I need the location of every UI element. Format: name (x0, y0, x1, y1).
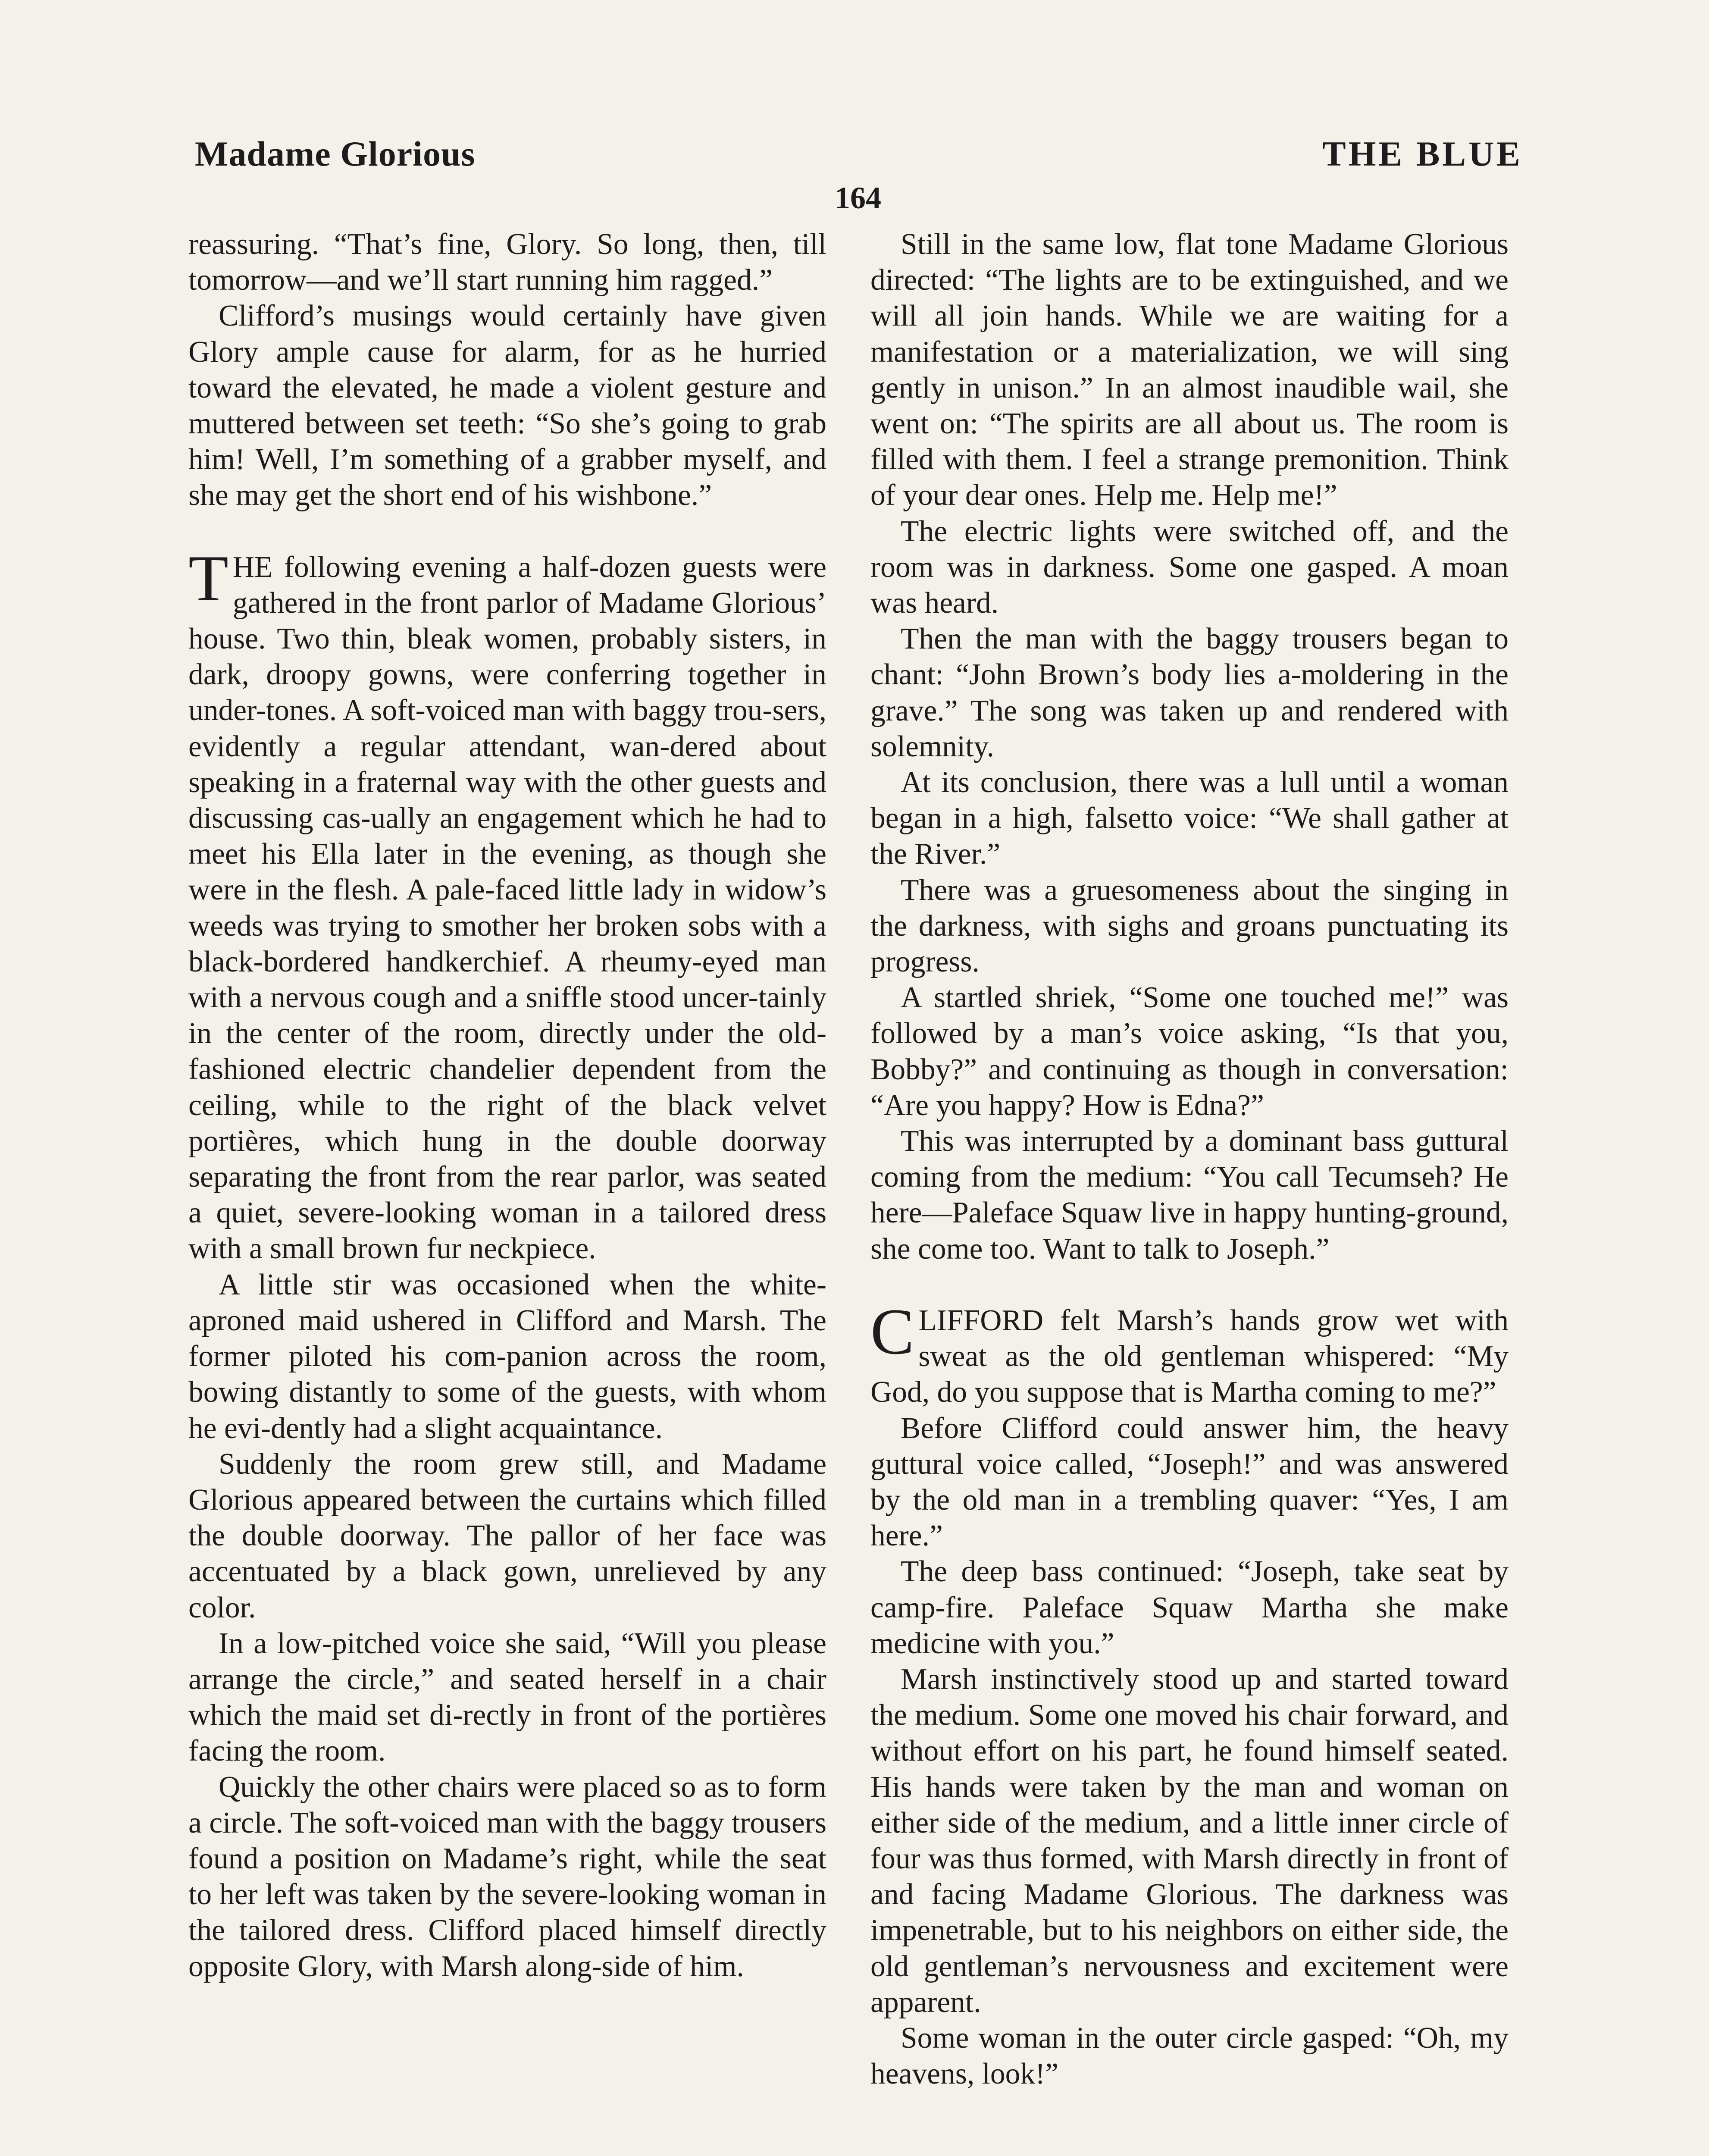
paragraph: A little stir was occasioned when the white-aproned maid ushered in Clifford and Marsh. The former piloted his com-panion across the room, bowing distantly to some of the guests, with whom he evi-dently had a slight acquaintance. (188, 1268, 826, 1445)
paragraph: Before Clifford could answer him, the heavy guttural voice called, “Joseph!” and was answered by the old man in a trembling quaver: “Yes, I am here.” (870, 1411, 1509, 1553)
paragraph: Quickly the other chairs were placed so as to form a circle. The soft-voiced man with the baggy trousers found a position on Madame’s right, while the seat to her left was taken by the severe-looking woman in the tailored dress. Clifford placed himself directly opposite Glory, with Marsh along-side of him. (188, 1770, 826, 1983)
paragraph: Some woman in the outer circle gasped: “Oh, my heavens, look!” (870, 2021, 1509, 2091)
drop-cap-lead: HE (232, 550, 273, 584)
paragraph: Still in the same low, flat tone Madame Glorious directed: “The lights are to be extinguished, and we will all join hands. While we are waiting for a manifestation or a materialization, we will sing gently in unison.” In an almost inaudible wail, she went on: “The spirits are all about us. The room is filled with them. I feel a strange premonition. Think of your dear ones. Help me. Help me!” (870, 228, 1509, 512)
right-column (870, 226, 1509, 2092)
paragraph: This was interrupted by a dominant bass guttural coming from the medium: “You call Tecumseh? He here—Paleface Squaw live in happy hunting-ground, she come too. Want to talk to Joseph.” (870, 1125, 1509, 1266)
running-title: Madame Glorious (195, 134, 476, 173)
paragraph: Then the man with the baggy trousers began to chant: “John Brown’s body lies a-moldering in the grave.” The song was taken up and rendered with solemnity. (870, 622, 1509, 763)
paragraph: The electric lights were switched off, and the room was in darkness. Some one gasped. A moan was heard. (870, 514, 1509, 620)
paragraph: Marsh instinctively stood up and started toward the medium. Some one moved his chair forward, and without effort on his part, he found himself seated. His hands were taken by the man and woman on either side of the medium, and a little inner circle of four was thus formed, with Marsh directly in front of and facing Madame Glorious. The darkness was impenetrable, but to his neighbors on either side, the old gentleman’s nervousness and excitement were apparent. (870, 1662, 1509, 2019)
drop-cap: T (188, 542, 228, 614)
paragraph-text: felt Marsh’s hands grow wet with sweat as the old gentleman whispered: “My God, do you suppose that is Martha coming to me?” (870, 1304, 1509, 1409)
drop-cap: C (870, 1295, 914, 1368)
paragraph: At its conclusion, there was a lull until a woman began in a high, falsetto voice: “We shall gather at the River.” (870, 766, 1509, 871)
magazine-name: THE BLUE (1322, 134, 1523, 173)
left-column (188, 226, 826, 1984)
paragraph-text: following evening a half-dozen guests were gathered in the front parlor of Madame Glorious’ house. Two thin, bleak women, probably sisters, in dark, droopy gowns, were conferring together in under-tones. A soft-voiced man with baggy trou-sers, evidently a regular attendant, wan-dered about speaking in a fraternal way with the other guests and discussing cas-ually an engagement which he had to meet his Ella later in the evening, as though she were in the flesh. A pale-faced little lady in widow’s weeds was trying to smother her broken sobs with a black-bordered handkerchief. A rheumy-eyed man with a nervous cough and a sniffle stood uncer-tainly in the center of the room, directly under the old-fashioned electric chandelier dependent from the ceiling, while to the right of the black velvet portières, which hung in the double doorway separating the front from the rear parlor, was seated a quiet, severe-looking woman in a tailored dress with a small brown fur neckpiece. (188, 550, 826, 1266)
section-opening-paragraph (870, 1295, 1509, 1410)
paragraph: The deep bass continued: “Joseph, take seat by camp-fire. Paleface Squaw Martha she make medicine with you.” (870, 1555, 1509, 1660)
paragraph: There was a gruesomeness about the singing in the darkness, with sighs and groans punctuating its progress. (870, 873, 1509, 979)
section-opening-paragraph (188, 542, 826, 1267)
paragraph: reassuring. “That’s fine, Glory. So long, then, till tomorrow—and we’ll start running him ragged.” (188, 228, 826, 297)
paragraph: Clifford’s musings would certainly have given Glory ample cause for alarm, for as he hurried toward the elevated, he made a violent gesture and muttered between set teeth: “So she’s going to grab him! Well, I’m something of a grabber myself, and she may get the short end of his wishbone.” (188, 299, 826, 512)
drop-cap-lead: LIFFORD (918, 1304, 1044, 1337)
paragraph: A startled shriek, “Some one touched me!” was followed by a man’s voice asking, “Is that you, Bobby?” and continuing as though in conversation: “Are you happy? How is Edna?” (870, 981, 1509, 1122)
page-number: 164 (835, 181, 881, 215)
paragraph: In a low-pitched voice she said, “Will you please arrange the circle,” and seated herself in a chair which the maid set di-rectly in front of the portières facing the room. (188, 1626, 826, 1768)
paragraph: Suddenly the room grew still, and Madame Glorious appeared between the curtains which filled the double doorway. The pallor of her face was accentuated by a black gown, unrelieved by any color. (188, 1447, 826, 1624)
